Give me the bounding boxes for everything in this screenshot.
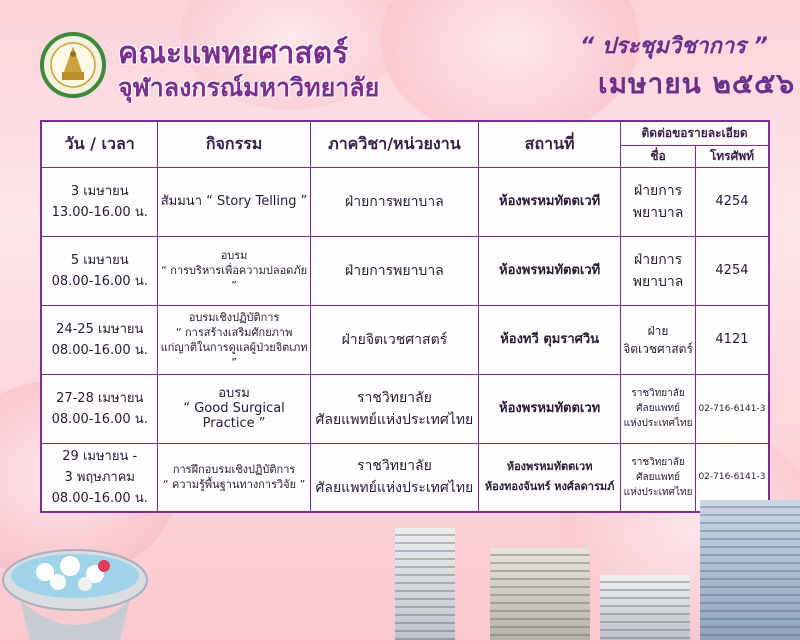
- building-image: [600, 575, 690, 640]
- phone-cell: 4121: [695, 305, 769, 374]
- time-text: 08.00-16.00 น.: [51, 342, 148, 358]
- place-text: ห้องพรหมทัตตเวที: [499, 262, 601, 278]
- time-text: 13.00-16.00 น.: [51, 204, 148, 220]
- department-cell: [310, 443, 478, 512]
- header-contact: ติดต่อขอรายละเอียด: [621, 121, 769, 145]
- department-text: ฝ่ายการพยาบาล: [345, 193, 444, 210]
- contact-name-cell: [621, 443, 696, 512]
- department-text: ราชวิทยาลัย: [356, 389, 432, 406]
- activity-cell: [158, 443, 310, 512]
- department-cell: [310, 305, 478, 374]
- place-cell: [479, 374, 621, 443]
- phone-cell: 02-716-6141-3: [695, 443, 769, 512]
- time-text: 08.00-16.00 น.: [51, 273, 148, 289]
- place-cell: [479, 443, 621, 512]
- activity-text: อบรม: [218, 386, 250, 401]
- department-text: ฝ่ายจิตเวชศาสตร์: [341, 331, 448, 348]
- department-cell: [310, 374, 478, 443]
- contact-name-cell: [621, 167, 696, 236]
- contact-name-text: ศัลยแพทย์: [636, 471, 680, 483]
- contact-name-text: ฝ่าย: [647, 323, 669, 338]
- phone-cell: 4254: [695, 167, 769, 236]
- date-cell: [41, 374, 158, 443]
- table-row: [41, 305, 769, 374]
- header-department: ภาควิชา/หน่วยงาน: [310, 121, 478, 167]
- place-cell: [479, 305, 621, 374]
- contact-name-text: ราชวิทยาลัย: [631, 388, 685, 399]
- activity-text: “ การสร้างเสริมศักยภาพ: [175, 325, 293, 339]
- header-datetime: วัน / เวลา: [41, 121, 158, 167]
- place-cell: [479, 167, 621, 236]
- department-text: ราชวิทยาลัย: [356, 458, 432, 475]
- event-type-title: “ ประชุมวิชาการ ”: [580, 34, 768, 59]
- date-text: 27-28 เมษายน: [56, 390, 144, 406]
- contact-name-text: แห่งประเทศไทย: [623, 486, 693, 498]
- contact-name-cell: [621, 374, 696, 443]
- place-cell: [479, 236, 621, 305]
- contact-name-text: พยาบาล: [632, 204, 684, 221]
- time-text: 08.00-16.00 น.: [51, 490, 148, 506]
- department-text: ศัลยแพทย์แห่งประเทศไทย: [315, 480, 474, 497]
- activity-text: “ ความรู้พื้นฐานทางการวิจัย ”: [162, 478, 306, 492]
- date-cell: [41, 305, 158, 374]
- department-cell: [310, 167, 478, 236]
- place-text: ห้องทวี ตุมราศวิน: [500, 331, 600, 347]
- header-name: ชื่อ: [621, 145, 696, 167]
- date-cell: [41, 167, 158, 236]
- building-image: [395, 528, 455, 640]
- department-text: ฝ่ายการพยาบาล: [345, 262, 444, 279]
- phone-cell: 02-716-6141-3: [695, 374, 769, 443]
- table-row: [41, 374, 769, 443]
- date-text: 24-25 เมษายน: [56, 321, 144, 337]
- header-phone: โทรศัพท์: [695, 145, 769, 167]
- date-text: 29 เมษายน -: [62, 448, 138, 464]
- jasmine-bowl-image: [0, 500, 150, 640]
- faculty-seal-logo: [40, 32, 106, 98]
- activity-text: สัมมนา “ Story Telling ”: [160, 194, 308, 209]
- date-cell: [41, 236, 158, 305]
- time-text: 08.00-16.00 น.: [51, 411, 148, 427]
- month-title: เมษายน ๒๕๕๖: [598, 67, 796, 100]
- department-text: ศัลยแพทย์แห่งประเทศไทย: [315, 411, 474, 428]
- department-cell: [310, 236, 478, 305]
- contact-name-text: ราชวิทยาลัย: [631, 456, 685, 468]
- table-row: [41, 236, 769, 305]
- place-text: ห้องพรหมทัตตเวท: [499, 400, 601, 416]
- contact-name-text: จิตเวชศาสตร์: [623, 341, 693, 356]
- date-text: 3 เมษายน: [70, 183, 129, 199]
- contact-name-text: ศัลยแพทย์: [636, 403, 680, 414]
- date-text: 3 พฤษภาคม: [64, 469, 135, 485]
- table-row: [41, 167, 769, 236]
- activity-text: อบรมเชิงปฏิบัติการ: [188, 310, 280, 324]
- contact-name-text: พยาบาล: [632, 273, 684, 290]
- header-place: สถานที่: [479, 121, 621, 167]
- contact-name-cell: [621, 305, 696, 374]
- faculty-title: คณะแพทยศาสตร์: [118, 36, 349, 71]
- contact-name-text: ฝ่ายการ: [633, 182, 683, 199]
- contact-name-text: ฝ่ายการ: [633, 251, 683, 268]
- date-text: 5 เมษายน: [70, 252, 129, 268]
- activity-cell: [158, 374, 310, 443]
- activity-text: การฝึกอบรมเชิงปฏิบัติการ: [172, 463, 296, 477]
- activity-text: อบรม: [220, 249, 248, 262]
- activity-text: แก่ญาติในการดูแลผู้ป่วยจิตเภท ”: [160, 340, 308, 369]
- activity-cell: [158, 167, 310, 236]
- building-image: [700, 500, 800, 640]
- place-text: ห้องทองจันทร์ หงศ์ลดารมภ์: [484, 480, 615, 494]
- place-text: ห้องพรหมทัตตเวที: [499, 193, 601, 209]
- schedule-table: [40, 120, 770, 513]
- building-image: [490, 548, 590, 640]
- university-title: จุฬาลงกรณ์มหาวิทยาลัย: [118, 73, 380, 102]
- activity-cell: [158, 305, 310, 374]
- table-row: [41, 443, 769, 512]
- place-text: ห้องพรหมทัตตเวท: [506, 460, 593, 474]
- activity-text: “ Good Surgical Practice ”: [183, 401, 285, 431]
- header-activity: กิจกรรม: [158, 121, 310, 167]
- phone-cell: 4254: [695, 236, 769, 305]
- activity-text: “ การบริหารเพื่อความปลอดภัย ”: [161, 264, 308, 292]
- activity-cell: [158, 236, 310, 305]
- contact-name-cell: [621, 236, 696, 305]
- contact-name-text: แห่งประเทศไทย: [623, 418, 693, 429]
